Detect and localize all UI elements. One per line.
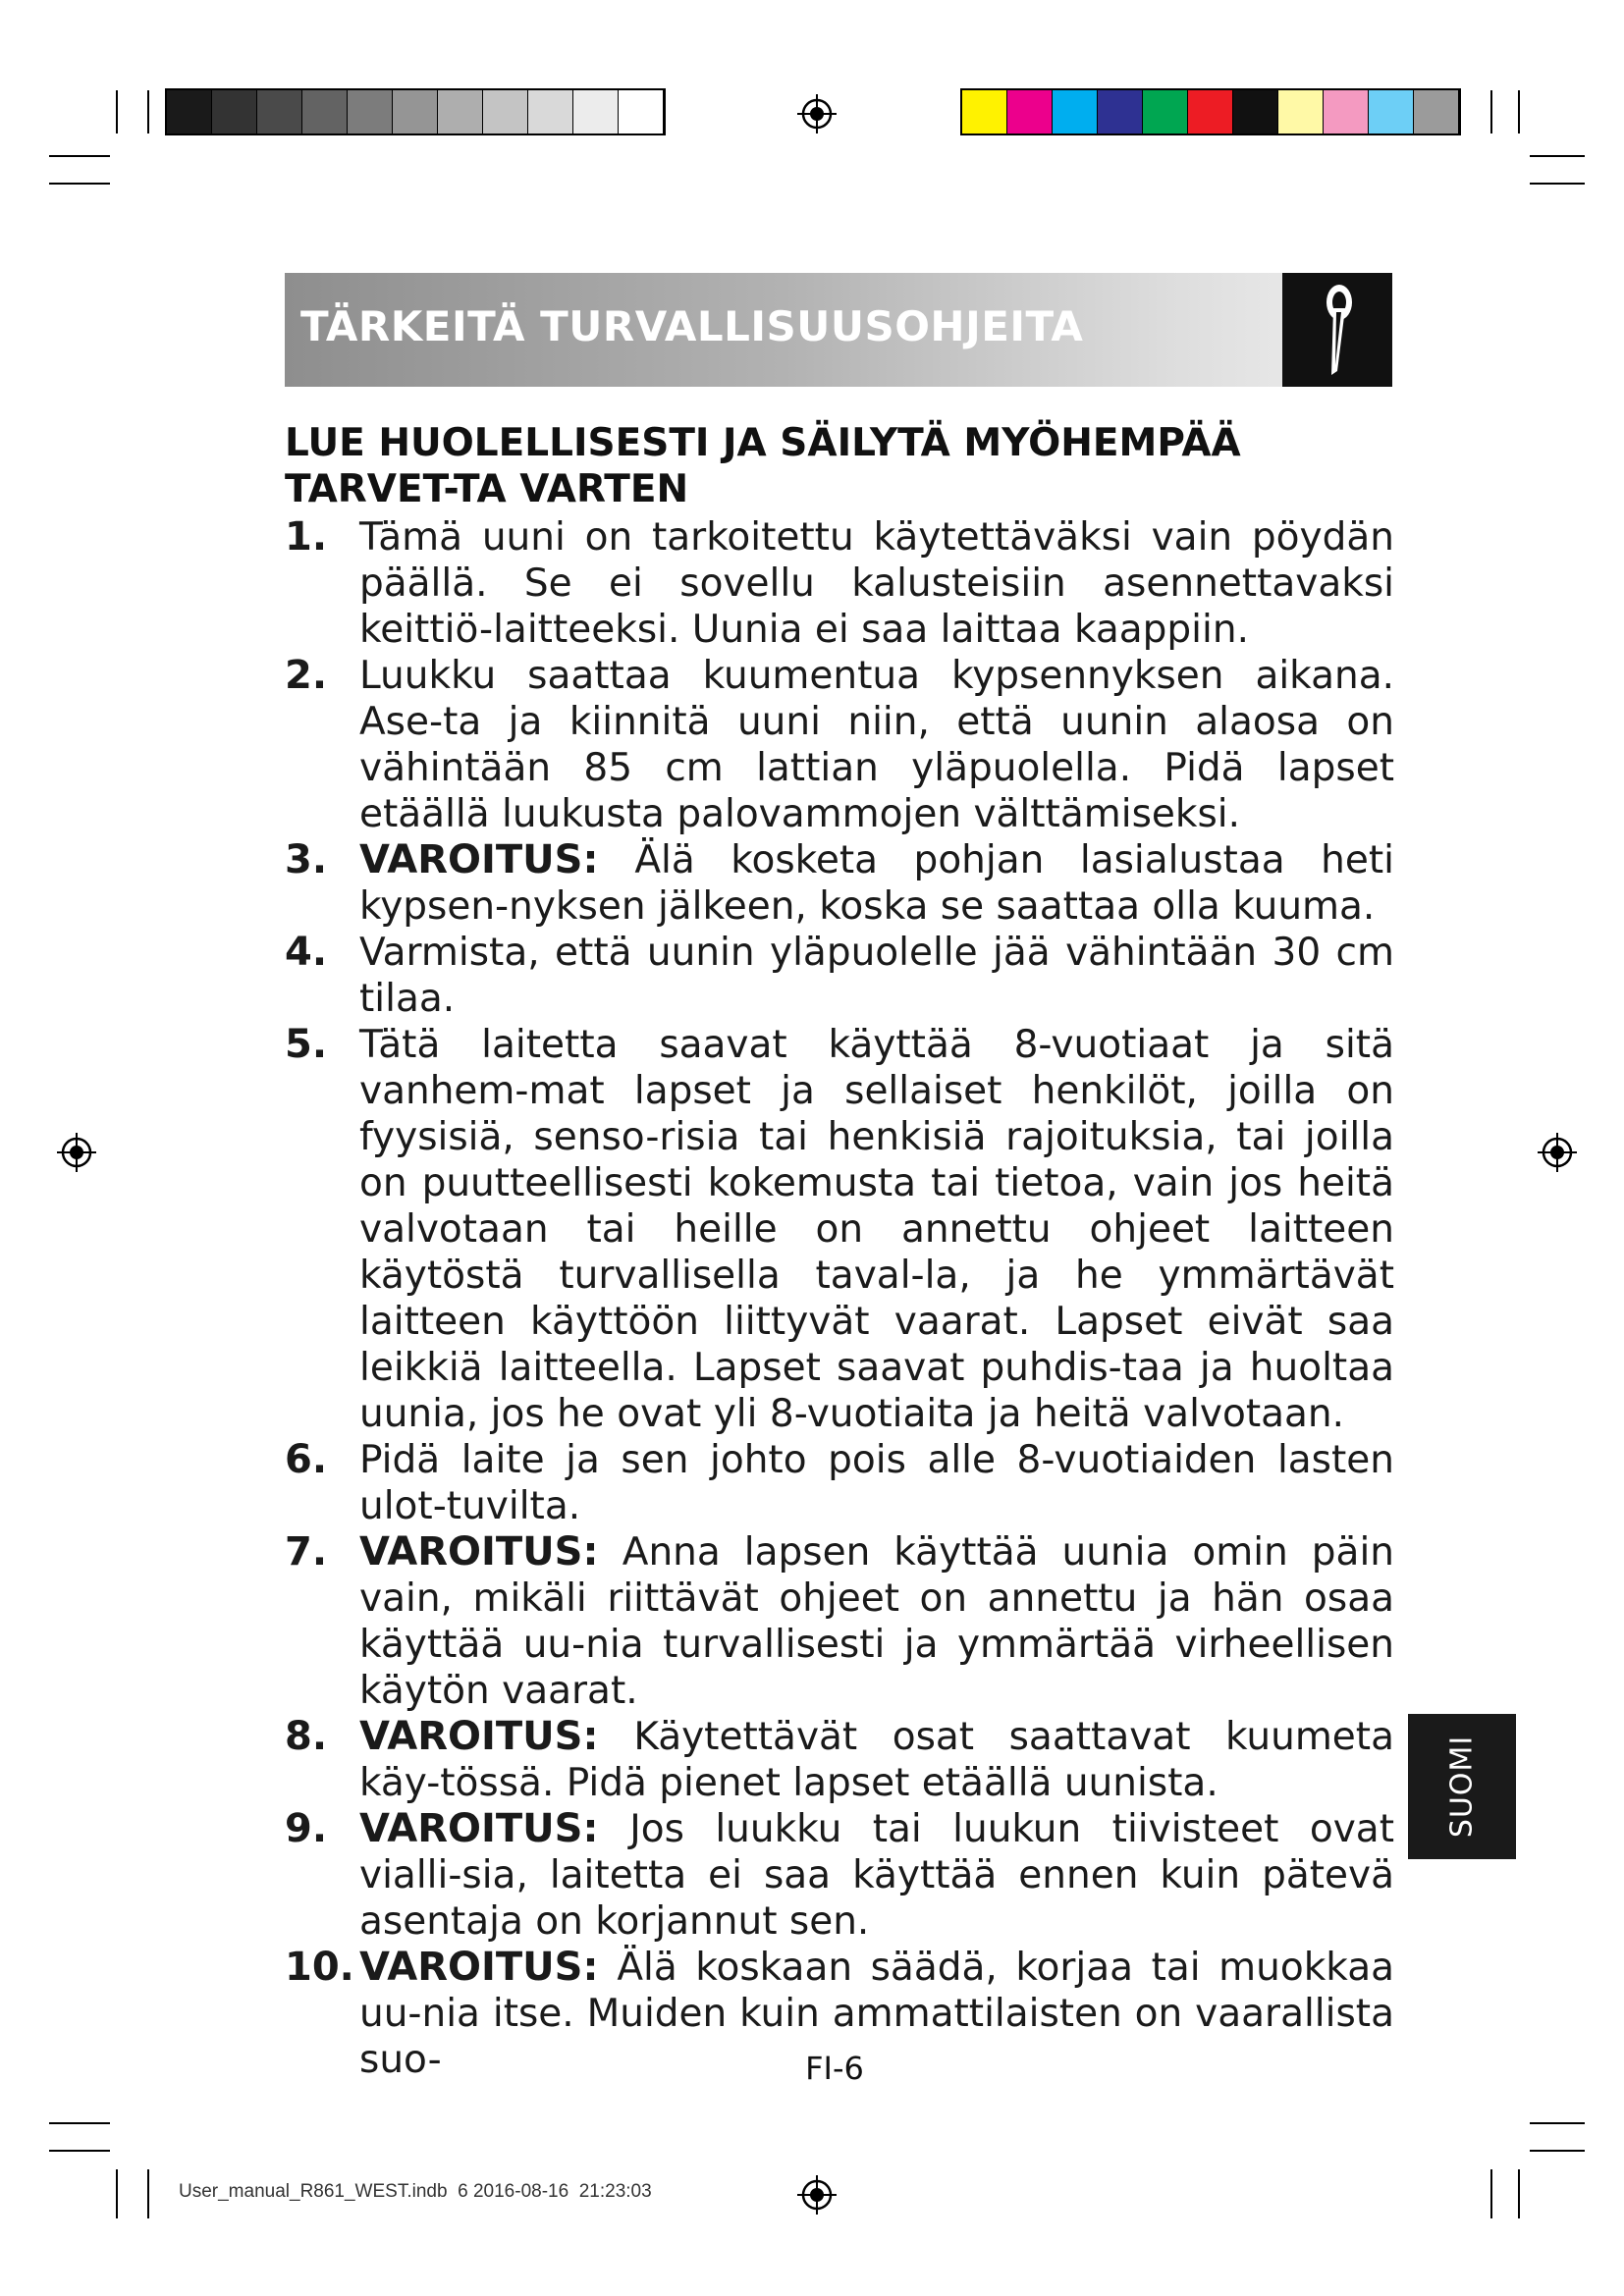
crop-mark: [116, 90, 118, 133]
instruction-item: [285, 1022, 1394, 1437]
crop-mark: [1530, 183, 1585, 185]
color-swatch: [1053, 90, 1098, 133]
crop-mark: [1518, 90, 1520, 133]
warning-label: VAROITUS:: [359, 1714, 599, 1759]
item-text: Pidä laite ja sen johto pois alle 8-vuotiaiden lasten ulot-tuvilta.: [359, 1438, 1394, 1528]
gray-swatch: [619, 90, 664, 133]
instruction-item: [285, 837, 1394, 930]
item-number: 4.: [285, 930, 328, 975]
registration-mark-icon: [55, 1131, 98, 1174]
color-swatch: [1143, 90, 1188, 133]
crop-mark: [49, 155, 110, 157]
gray-swatch: [348, 90, 393, 133]
color-swatch: [1369, 90, 1414, 133]
item-text: Älä koskaan säädä, korjaa tai muokkaa uu-nia itse. Muiden kuin ammattilaisten on vaarallista suo-: [359, 1946, 1394, 2082]
color-swatch: [1324, 90, 1369, 133]
instruction-item: [285, 653, 1394, 837]
crop-mark: [49, 183, 110, 185]
registration-mark-icon: [795, 92, 839, 135]
item-text: Luukku saattaa kuumentua kypsennyksen aikana. Ase-ta ja kiinnitä uuni niin, että uunin alaosa on vähintään 85 cm lattian yläpuolella. Pidä lapset etäällä luukusta palovammojen välttämiseksi.: [359, 654, 1394, 836]
crop-mark: [1490, 2169, 1492, 2218]
item-text: Älä kosketa pohjan lasialustaa heti kypsen-nyksen jälkeen, koska se saattaa olla kuuma.: [359, 838, 1394, 929]
crop-mark: [1530, 2150, 1585, 2152]
pen-icon: [1282, 273, 1392, 387]
item-number: 8.: [285, 1714, 328, 1759]
item-text: Tämä uuni on tarkoitettu käytettäväksi vain pöydän päällä. Se ei sovellu kalusteisiin asennettavaksi keittiö-laitteeksi. Uunia ei saa laittaa kaappiin.: [359, 515, 1394, 652]
warning-label: VAROITUS:: [359, 1945, 599, 1990]
color-swatch: [1414, 90, 1459, 133]
gray-swatch: [483, 90, 528, 133]
page-number: FI-6: [805, 2050, 864, 2087]
gray-swatch: [212, 90, 257, 133]
item-text: Jos luukku tai luukun tiivisteet ovat vialli-sia, laitetta ei saa käyttää ennen kuin pätevä asentaja on korjannut sen.: [359, 1807, 1394, 1944]
gray-swatch: [257, 90, 302, 133]
crop-mark: [49, 2150, 110, 2152]
language-tab: [1408, 1714, 1516, 1859]
item-text: Anna lapsen käyttää uunia omin päin vain, mikäli riittävät ohjeet on annettu ja hän osaa käyttää uu-nia turvallisesti ja ymmärtää virheellisen käytön vaarat.: [359, 1530, 1395, 1713]
crop-mark: [1490, 90, 1492, 133]
footer-page: 6: [458, 2181, 468, 2202]
registration-mark-icon: [795, 2173, 839, 2216]
warning-label: VAROITUS:: [359, 1529, 599, 1575]
color-swatch: [1098, 90, 1143, 133]
print-footer: [179, 2181, 652, 2203]
header-icon-box: [1282, 273, 1392, 387]
item-number: 2.: [285, 653, 328, 698]
crop-mark: [116, 2169, 118, 2218]
instruction-item: [285, 1437, 1394, 1529]
instruction-item: [285, 1806, 1394, 1945]
crop-mark: [1530, 155, 1585, 157]
crop-mark: [49, 2122, 110, 2124]
gray-swatch: [528, 90, 573, 133]
crop-mark: [147, 2169, 149, 2218]
gray-swatch: [438, 90, 483, 133]
item-number: 1.: [285, 514, 328, 560]
language-tab-label: SUOMI: [1444, 1735, 1480, 1839]
item-number: 9.: [285, 1806, 328, 1851]
instruction-item: [285, 514, 1394, 653]
item-number: 5.: [285, 1022, 328, 1067]
footer-time: 21:23:03: [578, 2181, 652, 2202]
item-number: 7.: [285, 1529, 328, 1575]
registration-mark-icon: [1536, 1131, 1579, 1174]
gray-swatch: [302, 90, 348, 133]
item-text: Tätä laitetta saavat käyttää 8-vuotiaat ja sitä vanhem-mat lapset ja sellaiset henkilöt, joilla on fyysisiä, senso-risia tai henkisiä rajoituksia, tai joilla on puutteellisesti kokemusta tai tietoa, vain jos heitä valvotaan tai heille on annettu ohjeet laitteen käytöstä turvallisella taval-la, ja he ymmärtävät laitteen käyttöön liittyvät vaarat. Lapset eivät saa leikkiä laitteella. Lapset saavat puhdis-taa ja huoltaa uunia, jos he ovat yli 8-vuotiaita ja heitä valvotaan.: [359, 1023, 1394, 1436]
color-swatch: [1233, 90, 1278, 133]
section-header: [285, 273, 1392, 387]
grayscale-calibration-bar: [165, 88, 666, 135]
item-text: Varmista, että uunin yläpuolelle jää vähintään 30 cm tilaa.: [359, 931, 1394, 1021]
color-swatch: [1007, 90, 1053, 133]
color-swatch: [962, 90, 1007, 133]
item-number: 3.: [285, 837, 328, 882]
instruction-item: [285, 1529, 1394, 1714]
gray-swatch: [167, 90, 212, 133]
instruction-item: [285, 930, 1394, 1022]
gray-swatch: [393, 90, 438, 133]
crop-mark: [1518, 2169, 1520, 2218]
safety-instructions: [285, 420, 1394, 2083]
warning-label: VAROITUS:: [359, 837, 599, 882]
item-text: Käytettävät osat saattavat kuumeta käy-tössä. Pidä pienet lapset etäällä uunista.: [359, 1715, 1394, 1805]
color-swatch: [1278, 90, 1324, 133]
warning-label: VAROITUS:: [359, 1806, 599, 1851]
instruction-list: [285, 514, 1394, 2083]
footer-date: 2016-08-16: [472, 2181, 569, 2202]
item-number: 6.: [285, 1437, 328, 1482]
instruction-item: [285, 1714, 1394, 1806]
crop-mark: [1530, 2122, 1585, 2124]
gray-swatch: [573, 90, 619, 133]
item-number: 10.: [285, 1945, 354, 1990]
footer-file: User_manual_R861_WEST.indb: [179, 2181, 448, 2202]
crop-mark: [147, 90, 149, 133]
color-calibration-bar: [960, 88, 1461, 135]
color-swatch: [1188, 90, 1233, 133]
section-title: LUE HUOLELLISESTI JA SÄILYTÄ MYÖHEMPÄÄ TARVET-TA VARTEN: [285, 421, 1241, 511]
header-title: TÄRKEITÄ TURVALLISUUSOHJEITA: [300, 302, 1084, 350]
